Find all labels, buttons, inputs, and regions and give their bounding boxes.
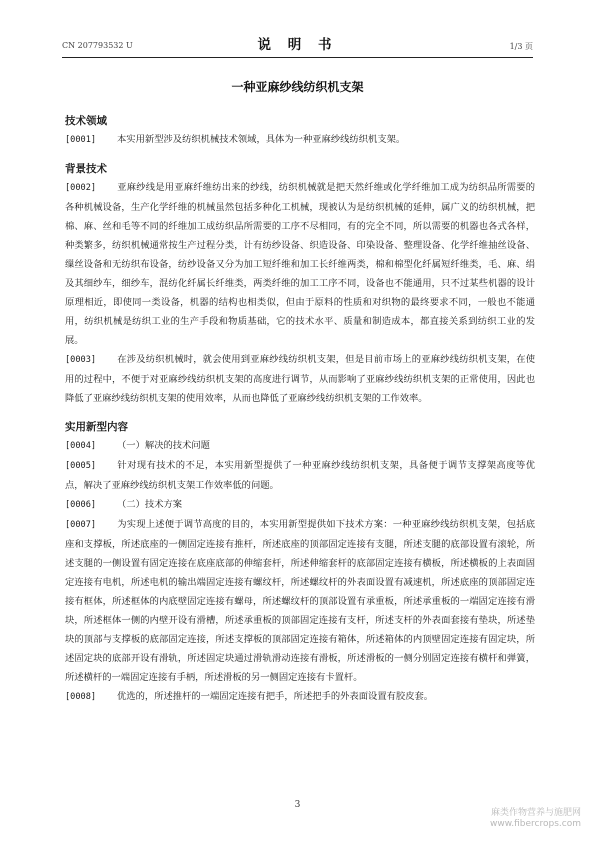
page-header — [62, 33, 533, 55]
paragraph-text: （二）技术方案 — [117, 499, 183, 510]
document-body — [65, 112, 535, 707]
paragraph — [65, 436, 535, 456]
page-count: 1/3 页 — [509, 42, 533, 51]
paragraph-text: 在涉及纺织机械时，就会使用到亚麻纱线纺织机支架，但是目前市场上的亚麻纱线纺织机支架，在使用的过程中，不便于对亚麻纱线纺织机支架的高度进行调节，从而影响了亚麻纱线纺织机支架的正常使用，因此也降低了亚麻纱线纺织机支架的使用效率，从而也降低了亚麻纱线纺织机支架的工作效率。 — [65, 354, 535, 404]
watermark — [490, 808, 581, 830]
document-title: 一种亚麻纱线纺织机支架 — [231, 80, 364, 94]
paragraph-number: [0008] — [65, 692, 97, 702]
paragraph — [65, 130, 535, 150]
paragraph-number: [0003] — [65, 355, 97, 365]
page-number: 3 — [294, 800, 301, 810]
paragraph-number: [0007] — [65, 520, 97, 530]
watermark-url: www.fibercrops.com — [490, 819, 581, 829]
paragraph-text: 本实用新型涉及纺织机械技术领域，具体为一种亚麻纱线纺织机支架。 — [117, 134, 406, 145]
paragraph-number: [0005] — [65, 461, 97, 471]
paragraph-text: （一）解决的技术问题 — [117, 440, 210, 451]
paragraph — [65, 495, 535, 515]
section-heading: 背景技术 — [65, 163, 107, 175]
paragraph-number: [0002] — [65, 183, 97, 193]
header-rule — [62, 57, 533, 58]
paragraph-text: 针对现有技术的不足，本实用新型提供了一种亚麻纱线纺织机支架，具备便于调节支撑架高度等优点，解决了亚麻纱线纺织机支架工作效率低的问题。 — [65, 460, 535, 491]
paragraph — [65, 350, 535, 408]
paragraph-number: [0006] — [65, 500, 97, 510]
paragraph-number: [0001] — [65, 135, 97, 145]
paragraph — [65, 178, 535, 350]
paragraph — [65, 515, 535, 687]
paragraph — [65, 456, 535, 495]
section-heading: 实用新型内容 — [65, 421, 128, 433]
paragraph-text: 为实现上述便于调节高度的目的，本实用新型提供如下技术方案：一种亚麻纱线纺织机支架，包括底座和支撑板，所述底座的一侧固定连接有推杆，所述底座的顶部固定连接有支腿，所述支腿的底部设置有滚轮，所述支腿的一侧设置有固定连接在底座底部的伸缩套杆，所述伸缩套杆的底部固定连接有横板，所述横板的上表面固定连接有电机，所述电机的输出端固定连接有螺纹杆，所述螺纹杆的外表面设置有减速机，所述底座的顶部固定连接有框体，所述框体的内底壁固定连接有螺母，所述螺纹杆的顶部设置有承重板，所述承重板的一端固定连接有滑块，所述框体一侧的内壁开设有滑槽，所述承重板的顶部固定连接有支杆，所述支杆的外表面套接有垫块，所述垫块的顶部与支撑板的底部固定连接，所述支撑板的顶部固定连接有箱体，所述箱体的内顶壁固定连接有固定块，所述固定块的底部开设有滑轨，所述固定块通过滑轨滑动连接有滑板，所述滑板的一侧分别固定连接有横杆和弹簧，所述横杆的一端固定连接有手柄，所述滑板的另一侧固定连接有卡置杆。 — [65, 519, 535, 683]
section-heading: 技术领域 — [65, 115, 107, 127]
paragraph-number: [0004] — [65, 441, 97, 451]
watermark-title: 麻类作物营养与施肥网 — [490, 808, 581, 818]
document-number: CN 207793532 U — [62, 41, 133, 50]
document-type: 说 明 书 — [257, 37, 338, 53]
paragraph-text: 优选的，所述推杆的一端固定连接有把手，所述把手的外表面设置有胶皮套。 — [117, 691, 434, 702]
paragraph — [65, 687, 535, 707]
paragraph-text: 亚麻纱线是用亚麻纤维纺出来的纱线，纺织机械就是把天然纤维或化学纤维加工成为纺织品所需要的各种机械设备，生产化学纤维的机械虽然包括多种化工机械，现被认为是纺织机械的延伸，属广义的纺织机械，把棉、麻、丝和毛等不同的纤维加工成纺织品所需要的工序不尽相同，有的完全不同，所以需要的机器也各式各样，种类繁多，纺织机械通常按生产过程分类，计有纺纱设备、织造设备、印染设备、整理设备、化学纤维抽丝设备、缫丝设备和无纺织布设备，纺纱设备又分为加工短纤维和加工长纤维两类，棉和棉型化纤属短纤维类，毛、麻、绢及其细纱车，细纱车，混纺化纤属长纤维类，两类纤维的加工工序不同，设备也不能通用，只不过某些机器的设计原理相近，即使同一类设备，机器的结构也相类似，但由于原料的性质和对织物的最终要求不同，一般也不能通用，纺织机械是纺织工业的生产手段和物质基础，它的技术水平、质量和制造成本，都直接关系到纺织工业的发展。 — [65, 182, 535, 346]
